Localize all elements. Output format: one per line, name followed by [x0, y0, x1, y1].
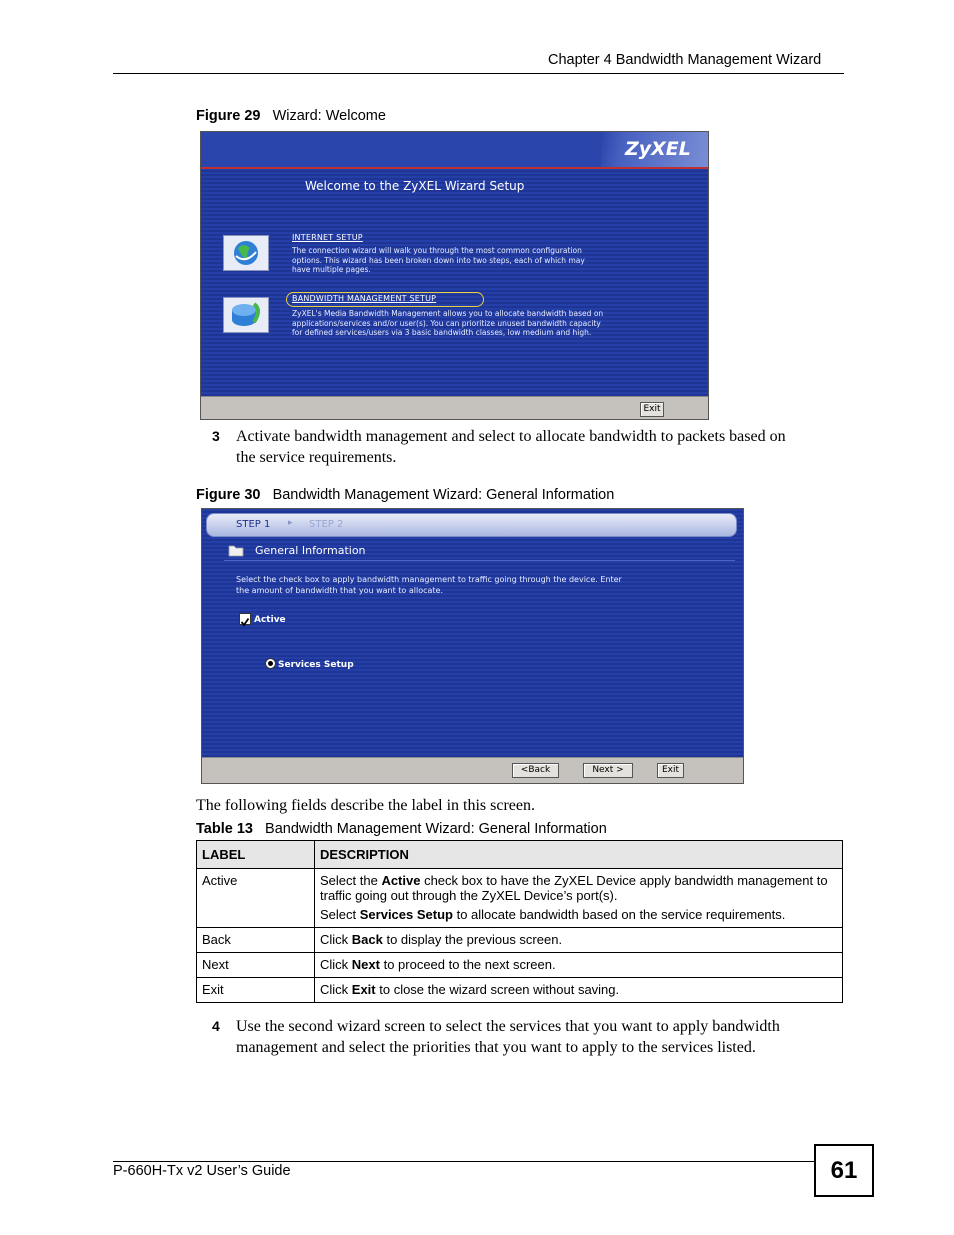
table-row — [197, 978, 843, 1003]
internet-setup-icon[interactable] — [223, 235, 269, 271]
active-label: Active — [254, 615, 286, 625]
welcome-button-bar — [201, 396, 708, 420]
figure29-title: Wizard: Welcome — [272, 108, 386, 124]
bandwidth-management-icon[interactable] — [223, 297, 269, 333]
back-button[interactable]: <Back — [512, 763, 559, 778]
table13-caption — [196, 821, 607, 837]
next-button[interactable]: Next > — [583, 763, 633, 778]
table-row — [197, 869, 843, 928]
row-description: Click Back to display the previous screen. — [315, 928, 843, 953]
step2-label: STEP 2 — [309, 519, 344, 530]
welcome-exit-button[interactable]: Exit — [640, 402, 664, 417]
welcome-red-divider — [201, 167, 708, 169]
step4-text: Use the second wizard screen to select the services that you want to apply bandwidth management and select the priorities that you want to apply to the services listed. — [236, 1018, 780, 1056]
step4-number: 4 — [212, 1018, 220, 1034]
row-description: Select the Active check box to have the ZyXEL Device apply bandwidth management to traffic going out through the ZyXEL Device’s port(s). Select Services Setup to allocate bandwidth based on the service requirements. — [315, 869, 843, 928]
internet-setup-link[interactable]: INTERNET SETUP — [292, 233, 363, 242]
guide-title: P-660H-Tx v2 User’s Guide — [113, 1163, 291, 1179]
row-description: Click Next to proceed to the next screen. — [315, 953, 843, 978]
internet-setup-description: The connection wizard will walk you through the most common configuration options. This wizard has been broken down into two steps, each of which may have multiple pages. — [292, 246, 585, 274]
figure29-label: Figure 29 — [196, 108, 261, 124]
zyxel-logo: ZyXEL — [625, 138, 691, 160]
step1-label: STEP 1 — [236, 519, 271, 530]
welcome-title: Welcome to the ZyXEL Wizard Setup — [305, 179, 525, 193]
exit-button[interactable]: Exit — [657, 763, 684, 778]
intro-text: The following fields describe the label in this screen. — [196, 797, 536, 814]
table-row — [197, 928, 843, 953]
fields-table — [196, 840, 843, 1003]
active-checkbox[interactable] — [239, 613, 251, 625]
footer-rule — [113, 1161, 814, 1162]
step-arrow-icon: ▸ — [288, 518, 293, 528]
bandwidth-setup-description: ZyXEL's Media Bandwidth Management allows you to allocate bandwidth based on applications/services and/or user(s). You can prioritize unused bandwidth capacity for defined services/users via 3 basic bandwidth classes, low medium and high. — [292, 309, 604, 337]
figure29-caption — [196, 108, 386, 124]
step3-number: 3 — [212, 428, 220, 444]
step-nav-bar — [206, 513, 737, 537]
table13-label: Table 13 — [196, 821, 253, 837]
table-row — [197, 953, 843, 978]
general-info-instructions: Select the check box to apply bandwidth management to traffic going through the device. Enter the amount of bandwidth that you want to allocate. — [236, 575, 622, 595]
table13-title: Bandwidth Management Wizard: General Information — [265, 821, 607, 837]
figure30-caption — [196, 487, 614, 503]
section-underline — [224, 560, 735, 561]
services-setup-label: Services Setup — [278, 660, 354, 670]
wizard-welcome-screenshot — [200, 131, 709, 420]
row-label: Next — [197, 953, 315, 978]
row-description: Click Exit to close the wizard screen without saving. — [315, 978, 843, 1003]
figure30-title: Bandwidth Management Wizard: General Information — [272, 487, 615, 503]
table-header-row — [197, 841, 843, 869]
bandwidth-setup-link[interactable]: BANDWIDTH MANAGEMENT SETUP — [292, 294, 437, 303]
row-label: Exit — [197, 978, 315, 1003]
table-header-description: DESCRIPTION — [315, 841, 843, 869]
row-label: Active — [197, 869, 315, 928]
header-rule — [113, 73, 844, 74]
chapter-header: Chapter 4 Bandwidth Management Wizard — [548, 52, 822, 68]
table-header-label: LABEL — [197, 841, 315, 869]
section-title: General Information — [255, 544, 366, 557]
page-number: 61 — [814, 1144, 874, 1197]
row-label: Back — [197, 928, 315, 953]
general-information-screenshot — [201, 508, 744, 784]
step3-text: Activate bandwidth management and select to allocate bandwidth to packets based on the service requirements. — [236, 428, 786, 466]
services-setup-radio[interactable] — [265, 658, 276, 669]
figure30-label: Figure 30 — [196, 487, 261, 503]
